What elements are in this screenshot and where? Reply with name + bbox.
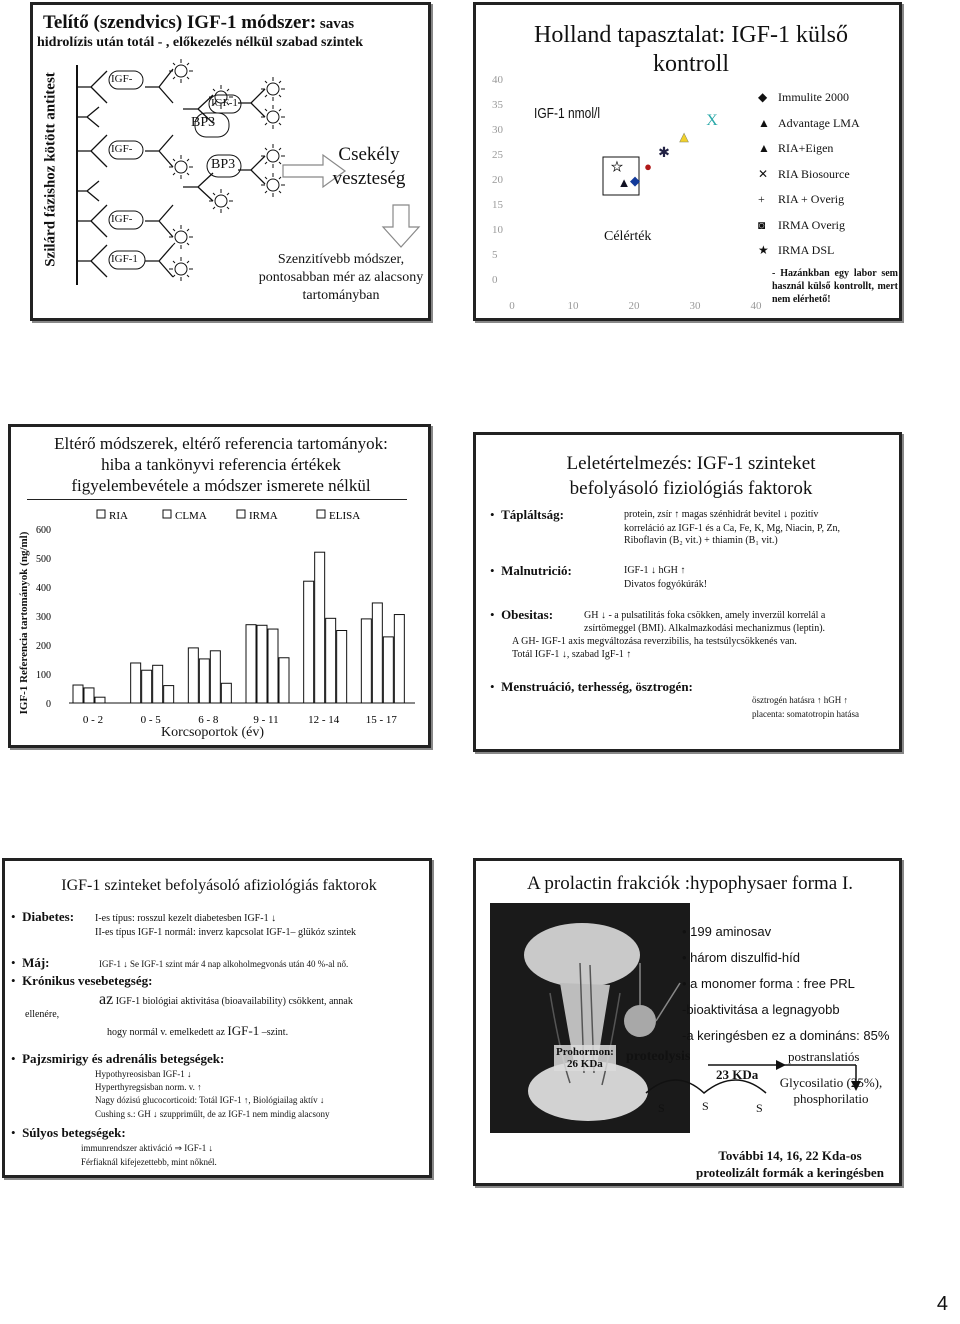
x-tick-label: 9 - 11: [253, 714, 279, 726]
antibody-8: [145, 135, 173, 167]
legend-label: RIA Biosource: [778, 166, 850, 181]
slide2-title: Holland tapasztalat: IGF-1 külső kontroll: [534, 22, 848, 77]
y-tick-label: 10: [492, 224, 503, 236]
slide6-footer: [676, 1147, 902, 1181]
x-tick-label: 0 - 2: [82, 714, 104, 726]
prohormon-kda: 26 KDa: [567, 1058, 603, 1070]
kronikus-text1: IGF-1 biológiai aktivitása (bioavailability) csökkent, annak: [115, 996, 353, 1007]
prl-bullet-4: -bioaktivitása a legnagyobb: [682, 1002, 840, 1017]
bar: [361, 619, 371, 703]
x-tick-label: 12 - 14: [308, 714, 340, 726]
y-tick-label: 5: [492, 249, 498, 261]
legend-label: Immulite 2000: [778, 90, 849, 104]
antibody-3: [77, 205, 107, 237]
legend-swatch: [97, 510, 105, 518]
taplaltsag-label: Tápláltság:: [501, 507, 564, 522]
sulyos-line2: Férfiaknál kifejezettebb, mint nőknél.: [81, 1157, 217, 1167]
y-tick-labels: [492, 74, 504, 286]
target-label: Célérték: [604, 229, 652, 244]
obesitas-line2: zsírtömeggel (BMI). Alkalmazkodási mechanizmus (leptin).: [584, 623, 826, 634]
y-tick-label: 40: [492, 74, 503, 86]
bullet-menstruacio: • Menstruáció, terhesség, ösztrogén:: [490, 679, 693, 694]
legend-label: IRMA: [249, 510, 278, 522]
slide-physiological-factors: [473, 432, 902, 752]
antibody-4: [77, 245, 107, 277]
antibody-14: [238, 156, 265, 184]
small-loss-text: Csekély veszteség: [332, 144, 406, 189]
legend-symbol-icon: ▲: [758, 115, 770, 130]
prl-bullet-1: • 199 aminosav: [682, 924, 772, 939]
x-tick-label: 30: [689, 300, 701, 312]
phosphorilatio-text: phosphorilatio: [793, 1091, 869, 1106]
cross-marker: ✱: [658, 146, 670, 161]
slide4-title-line2: befolyásoló fiziológiás faktorok: [569, 478, 813, 499]
maj-label: Máj:: [22, 955, 50, 970]
malnutricio-label: Malnutrició:: [501, 563, 572, 578]
kronikus-ellenere: ellenére,: [25, 1009, 60, 1020]
legend-swatch: [163, 510, 171, 518]
igf-label-4: IGF-1: [111, 253, 138, 265]
bar: [279, 658, 289, 703]
x-tick-label: 20: [628, 300, 640, 312]
y-tick-label: 20: [492, 174, 503, 186]
bar: [95, 697, 105, 703]
glycosilatio-text: Glycosilatio (25%),: [779, 1075, 883, 1090]
obesitas-line4: Totál IGF-1 ↓, szabad IgF-1 ↑: [512, 649, 632, 660]
sun-label-icon: [261, 105, 285, 129]
antibody-13: [238, 89, 265, 117]
bar: [164, 686, 174, 703]
legend-symbol-icon: ◙: [758, 217, 766, 232]
antibody-6: [77, 181, 99, 201]
sun-label-icon: [169, 59, 193, 83]
slide-nonphysiological-factors: [2, 858, 432, 1178]
bullet-taplaltsag: • Tápláltság:: [490, 507, 564, 522]
kronikus-text2: hogy normál v. emelkedett az: [107, 1027, 225, 1038]
sun-label-icon: [169, 257, 193, 281]
bar: [142, 670, 152, 703]
diabetes-line1: I-es típus: rosszul kezelt diabetesben IGF-1 ↓: [95, 913, 277, 924]
kronikus-igf: IGF-1: [227, 1023, 260, 1038]
taplaltsag-line3: Riboflavin (B₂ vit.) + thiamin (B₁ vit.): [624, 535, 778, 546]
prl-bullet-2: • három diszulfid-híd: [682, 950, 800, 965]
pajzs-label: Pajzsmirigy és adrenális betegségek:: [22, 1051, 225, 1066]
bar: [210, 651, 220, 703]
prl-bullet-3: • a monomer forma : free PRL: [682, 976, 855, 991]
x-tick-label: 10: [567, 300, 579, 312]
x-tick-label: 0 - 5: [140, 714, 161, 726]
kronikus-label: Krónikus vesebetegség:: [22, 973, 153, 988]
slide6-title: A prolactin frakciók :hypophysaer forma I.: [526, 873, 854, 894]
slide-dutch-external-control: [473, 2, 902, 321]
bar: [315, 552, 325, 703]
target-star: ★: [611, 159, 623, 174]
antibody-1: [77, 71, 107, 103]
malnutricio-line2: Divatos fogyókúrák!: [624, 579, 708, 590]
bar: [131, 663, 141, 703]
legend-item: [758, 162, 902, 188]
menstruacio-line1: ösztrogén hatásra ↑ hGH ↑: [752, 695, 848, 705]
pajzs-line3: Nagy dózisú glucocorticoid: Totál IGF-1 ↑, Biológiailag aktív ↓: [95, 1095, 325, 1105]
pajzs-line1: Hypothyreosisban IGF-1 ↓: [95, 1069, 192, 1079]
y-tick-label: 35: [492, 99, 503, 111]
legend-swatch: [317, 510, 325, 518]
antibody-5: [77, 107, 99, 127]
legend-symbol-icon: ✕: [758, 166, 769, 181]
y-tick-label: 0: [46, 699, 51, 710]
x-tick-label: 0: [509, 300, 515, 312]
footer-line2: proteolizált formák a keringésben: [696, 1165, 884, 1180]
slide1-title: Telítő (szendvics) IGF-1 módszer: savas: [43, 12, 355, 33]
kronikus-text3: –szint.: [261, 1027, 289, 1038]
taplaltsag-line1: protein, zsír ↑ magas szénhidrát bevitel ↓ pozitív: [624, 509, 819, 520]
obesitas-line3: A GH- IGF-1 axis megváltozása reverzibilis, ha testsúlycsökkenés van.: [512, 636, 797, 647]
y-tick-label: 200: [36, 641, 51, 652]
sun-label-icon: [261, 144, 285, 168]
legend-label: RIA+Eigen: [778, 141, 834, 155]
slide-prolactin-fractions: [473, 858, 902, 1186]
y-tick-label: 0: [492, 274, 498, 286]
sun-label-icon: [261, 77, 285, 101]
prohormon-text: Prohormon:: [556, 1046, 614, 1058]
igf-label-3: IGF-: [111, 213, 133, 225]
antibody-12: [183, 173, 213, 201]
bullet-maj: • Máj:: [11, 955, 50, 970]
malnutricio-line1: IGF-1 ↓ hGH ↑: [624, 565, 686, 576]
bullet-malnutricio: • Malnutrició:: [490, 563, 572, 578]
legend-symbol-icon: ★: [758, 243, 769, 257]
slide-igf1-sandwich-method: [30, 2, 431, 321]
legend-symbol-icon: ▲: [758, 141, 770, 155]
diamond-marker: ◆: [630, 173, 640, 188]
y-tick-label: 600: [36, 525, 51, 536]
y-tick-label: 25: [492, 149, 503, 161]
proteolysis-label: proteolysis: [626, 1049, 691, 1064]
solid-phase-label: Szilárd fázishoz kötött antitest: [42, 72, 59, 267]
bar: [199, 659, 209, 703]
more-sensitive-text: Szenzitívebb módszer, pontosabban mér az alacsony tartományban: [258, 252, 424, 303]
bullet-pajzs: • Pajzsmirigy és adrenális betegségek:: [11, 1051, 225, 1066]
postranslatios-label: postranslatiós: [788, 1049, 860, 1064]
x-tick-label: 15 - 17: [365, 714, 397, 726]
igf-label-5: IGF-1: [211, 97, 238, 109]
sun-label-icon: [209, 189, 233, 213]
sun-label-icon: [261, 173, 285, 197]
process-arrows: [476, 861, 902, 1186]
reference-range-bar-chart: [11, 427, 431, 748]
legend-label: ELISA: [329, 510, 361, 522]
legend-item: [758, 111, 902, 137]
y-tick-label: 400: [36, 583, 51, 594]
menstruacio-line2: placenta: somatotropin hatása: [752, 709, 859, 719]
diabetes-line2: II-es típus IGF-1 normál: inverz kapcsolat IGF-1– glükóz szintek: [95, 927, 357, 938]
bar: [268, 629, 278, 703]
legend-label: Advantage LMA: [778, 115, 860, 130]
legend-label: IRMA DSL: [778, 243, 835, 257]
bar: [372, 603, 382, 703]
bar: [326, 618, 336, 703]
legend-item: [758, 187, 902, 213]
antibody-7: [145, 69, 173, 103]
slide1-subtitle: hidrolízis után totál - , előkezelés nélkül szabad szintek: [37, 35, 364, 50]
obesitas-line1: GH ↓ - a pulsatilitás foka csökken, amely inverzül korrelál a: [584, 610, 826, 621]
triangle-marker: ▲: [617, 175, 631, 190]
obesitas-label: Obesitas:: [501, 607, 554, 622]
bar: [153, 665, 163, 703]
slide3-title-line2: hiba a tankönyvi referencia értékek: [101, 455, 341, 474]
bar: [73, 685, 83, 703]
bar: [84, 688, 94, 703]
note-text: - Hazánkban egy labor sem használ külső kontrollt, mert nem elérhető!: [772, 268, 898, 305]
legend-symbol-icon: +: [758, 192, 765, 206]
taplaltsag-line2: korreláció az IGF-1 és a Ca, Fe, K, Mg, Niacin, P, Zn,: [624, 523, 841, 534]
y-tick-label: 500: [36, 554, 51, 565]
bullet-sulyos: • Súlyos betegségek:: [11, 1125, 126, 1140]
legend-item: [758, 213, 902, 239]
legend-label: RIA + Overig: [778, 192, 845, 206]
bar: [188, 648, 198, 703]
s-label-2: S: [702, 1099, 709, 1113]
s-label-3: S: [756, 1101, 763, 1115]
bar: [394, 615, 404, 703]
igf-label-1: IGF-: [111, 73, 133, 85]
pajzs-line2: Hyperthyregsisban norm. v. ↑: [95, 1082, 202, 1092]
bar: [337, 631, 347, 704]
maj-line: IGF-1 ↓ Se IGF-1 szint már 4 nap alkoholmegvonás után 40 %-al nő.: [99, 959, 349, 969]
y-tick-label: 300: [36, 612, 51, 623]
bp3-label-2: BP3: [211, 157, 236, 172]
bar: [304, 581, 314, 703]
legend: [758, 85, 902, 264]
bar: [246, 625, 256, 703]
slide5-title: IGF-1 szinteket befolyásoló afiziológiás faktorok: [61, 877, 377, 894]
bullet-obesitas: • Obesitas:: [490, 607, 554, 622]
legend-symbol-icon: ◆: [758, 90, 768, 104]
footer-line1: További 14, 16, 22 Kda-os: [718, 1148, 862, 1163]
bar: [221, 683, 231, 703]
sun-label-icon: [169, 155, 193, 179]
x-tick-labels: [509, 300, 762, 312]
igf-label-2: IGF-: [111, 143, 133, 155]
kronikus-line2: [107, 1023, 288, 1039]
legend-item: [758, 85, 902, 111]
kronikus-line1: [99, 991, 353, 1009]
legend-label: IRMA Overig: [778, 217, 845, 232]
x-axis-label: Korcsoportok (év): [161, 725, 265, 740]
y-tick-label: 15: [492, 199, 503, 211]
page-number: 4: [936, 1293, 948, 1315]
x-tick-label: 6 - 8: [198, 714, 219, 726]
bullet-diabetes: • Diabetes:: [11, 909, 75, 924]
y-tick-label: 100: [36, 670, 51, 681]
red-marker: ●: [644, 159, 652, 174]
arrow-down-icon: [383, 205, 419, 247]
x-marker: X: [706, 112, 718, 129]
menstruacio-label: Menstruáció, terhesség, ösztrogén:: [501, 679, 693, 694]
external-control-chart: [476, 5, 776, 321]
legend-label: CLMA: [175, 510, 207, 522]
pajzs-line4: Cushing s.: GH ↓ szuppriműlt, de az IGF-1 nem mindig alacsony: [95, 1109, 330, 1119]
slide3-title-line3: figyelembevétele a módszer ismerete nélkül: [71, 476, 371, 495]
prl-bullet-5: -a keringésben ez a domináns: 85%: [682, 1028, 890, 1043]
sulyos-line1: immunrendszer aktiváció ⇒ IGF-1 ↓: [81, 1143, 214, 1153]
legend-label: RIA: [109, 510, 128, 522]
legend-swatch: [237, 510, 245, 518]
slide3-title-line1: Eltérő módszerek, eltérő referencia tartományok:: [54, 434, 388, 453]
s-label-1: S: [658, 1101, 665, 1115]
bar: [257, 625, 267, 703]
glyco-label: [766, 1075, 896, 1107]
antibody-9: [145, 205, 173, 237]
slide-reference-ranges: [8, 424, 431, 748]
y-tick-label: 30: [492, 124, 503, 136]
unit-label: IGF-1 nmol/l: [534, 105, 601, 122]
x-tick-label: 40: [750, 300, 762, 312]
kda23-label: 23 KDa: [716, 1067, 759, 1082]
antibody-10: [145, 245, 173, 277]
bullet-kronikus: • Krónikus vesebetegség:: [11, 973, 153, 988]
kronikus-az: az: [99, 991, 114, 1008]
legend-item: [758, 238, 902, 264]
slide4-title-line1: Leletértelmezés: IGF-1 szinteket: [566, 453, 816, 474]
antibody-2: [77, 135, 107, 167]
yellow-triangle-marker: ▲: [676, 130, 692, 146]
diabetes-label: Diabetes:: [22, 909, 75, 924]
legend-item: [758, 136, 902, 162]
bar: [383, 637, 393, 703]
bp3-label-1: BP3: [191, 115, 216, 130]
y-axis-label: IGF-1 Referencia tartományok (ng/ml): [18, 531, 30, 715]
sulyos-label: Súlyos betegségek:: [22, 1125, 126, 1140]
slide4-title: [486, 451, 896, 501]
